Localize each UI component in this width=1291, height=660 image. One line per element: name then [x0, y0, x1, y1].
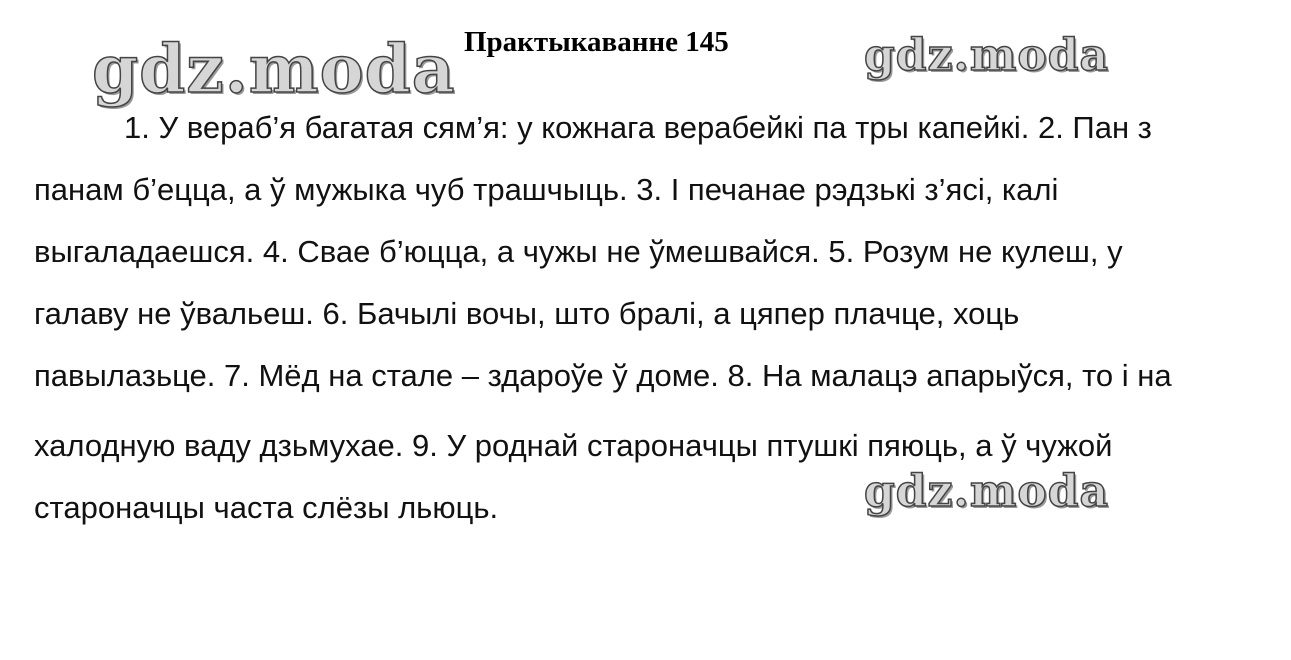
- text-line-4: галаву не ўвальеш. 6. Бачылі вочы, што бралі, а цяпер плачце, хоць: [34, 296, 1020, 331]
- text-line-1: 1. У вераб’я багатая сям’я: у кожнага верабейкі па тры капейкі. 2. Пан з: [124, 110, 1152, 145]
- text-line-5: павылазьце. 7. Мёд на стале – здароўе ў доме. 8. На малацэ апарыўся, то і на: [34, 358, 1172, 393]
- exercise-title: Практыкаванне 145: [464, 26, 729, 58]
- watermark-logo-top-right: gdz.moda: [864, 30, 1110, 81]
- watermark-logo-large: gdz.moda: [92, 30, 456, 108]
- text-line-6: халодную ваду дзьмухае. 9. У роднай староначцы птушкі пяюць, а ў чужой: [34, 428, 1113, 463]
- text-line-7: староначцы часта слёзы льюць.: [34, 490, 499, 525]
- text-line-3: выгаладаешся. 4. Свае б’юцца, а чужы не ўмешвайся. 5. Розум не кулеш, у: [34, 234, 1123, 269]
- text-line-2: панам б’ецца, а ў мужыка чуб трашчыць. 3. І печанае рэдзькі з’ясі, калі: [34, 172, 1059, 207]
- watermark-logo-bottom-right: gdz.moda: [864, 466, 1110, 517]
